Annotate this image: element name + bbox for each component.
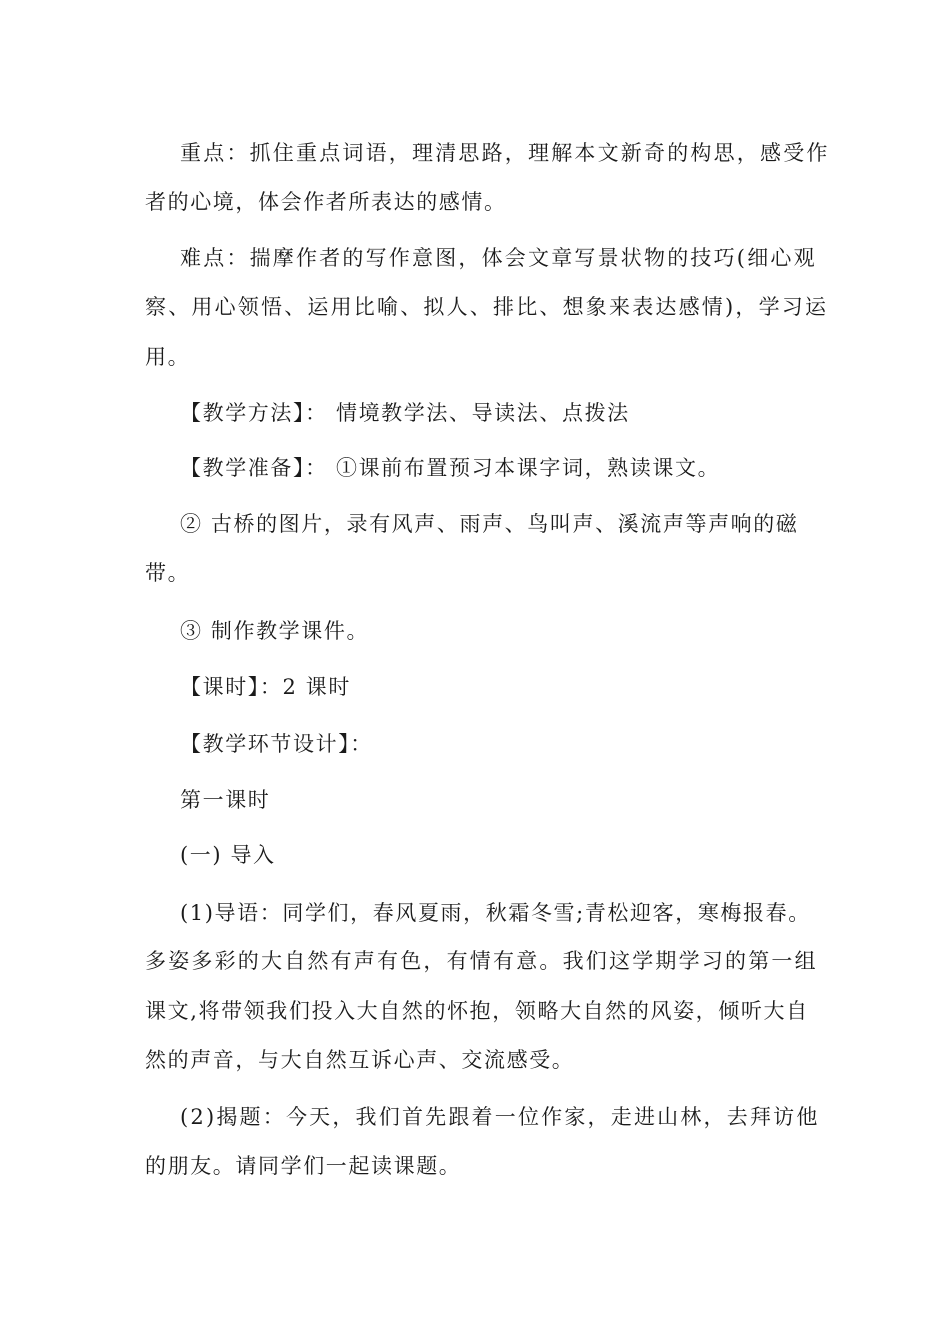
introduction-heading: (一) 导入 xyxy=(180,843,276,867)
intro-paragraph-line-3: 课文,将带领我们投入大自然的怀抱，领略大自然的风姿，倾听大自 xyxy=(145,999,809,1023)
difficulty-line-1: 难点：揣摩作者的写作意图，体会文章写景状物的技巧(细心观 xyxy=(180,246,817,270)
teaching-steps-heading: 【教学环节设计】： xyxy=(180,732,373,756)
preparation-item-2-line-2: 带。 xyxy=(145,561,191,585)
teaching-preparation: 【教学准备】： ①课前布置预习本课字词，熟读课文。 xyxy=(180,456,721,480)
difficulty-line-3: 用。 xyxy=(145,345,191,369)
class-hours: 【课时】：2 课时 xyxy=(180,675,351,699)
preparation-item-3: ③ 制作教学课件。 xyxy=(180,619,370,643)
difficulty-line-2: 察、用心领悟、运用比喻、拟人、排比、想象来表达感情)，学习运 xyxy=(145,295,829,319)
teaching-method: 【教学方法】： 情境教学法、导读法、点拨法 xyxy=(180,401,630,425)
first-lesson-heading: 第一课时 xyxy=(180,788,271,812)
key-point-line-2: 者的心境，体会作者所表达的感情。 xyxy=(145,190,507,214)
intro-paragraph-line-4: 然的声音，与大自然互诉心声、交流感受。 xyxy=(145,1048,575,1072)
title-reveal-line-1: (2)揭题：今天，我们首先跟着一位作家，走进山林，去拜访他 xyxy=(180,1105,820,1129)
intro-paragraph-line-2: 多姿多彩的大自然有声有色，有情有意。我们这学期学习的第一组 xyxy=(145,949,818,973)
intro-paragraph-line-1: (1)导语：同学们，春风夏雨，秋霜冬雪;青松迎客，寒梅报春。 xyxy=(180,901,811,925)
preparation-item-2-line-1: ② 古桥的图片，录有风声、雨声、鸟叫声、溪流声等声响的磁 xyxy=(180,512,799,536)
title-reveal-line-2: 的朋友。请同学们一起读课题。 xyxy=(145,1154,462,1178)
key-point-line-1: 重点：抓住重点词语，理清思路，理解本文新奇的构思，感受作 xyxy=(180,141,830,165)
